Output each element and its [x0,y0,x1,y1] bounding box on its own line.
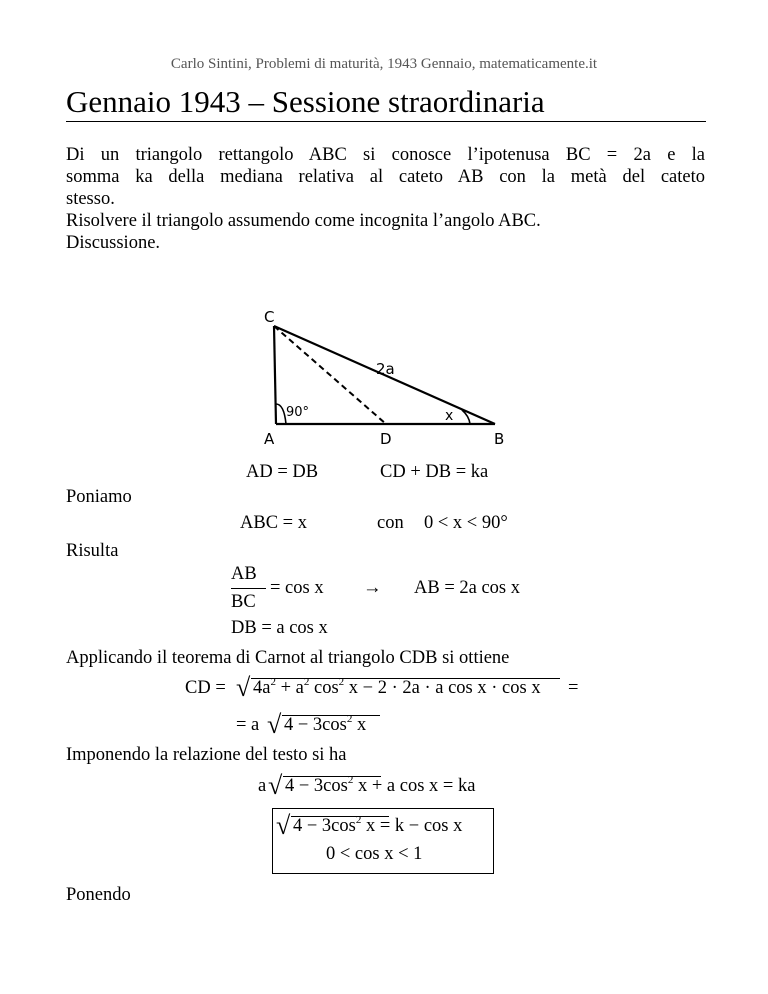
frac-rhs: = cos x [270,578,324,598]
label-poniamo: Poniamo [66,487,132,507]
condition-cd-db: CD + DB = ka [380,462,489,482]
boxed-equation: $4 - 3\cos^2$ x = k − cos x [293,814,463,836]
label-ponendo: Ponendo [66,885,131,905]
cd-radicand: $4a^2 + a^2$ $\cos^2 x - 2 \cdot 2a \cdot a$ cos x · cos x [253,676,541,698]
impose-text: Imponendo la relazione del testo si ha [66,745,347,765]
cd-lhs: CD = [185,678,226,698]
right-angle-mark [276,404,286,424]
sqrt-symbol-2: √ [267,710,282,739]
side-ca [274,326,276,424]
triangle-figure [250,300,520,450]
vertex-c-label: C [264,308,275,326]
sqrt-symbol-3: √ [268,771,283,800]
word-con: con [377,513,404,533]
problem-line-2: somma ka della mediana relativa al cateto AB con la metà del cateto [66,167,705,187]
problem-line-3: stesso. [66,189,115,209]
vertex-a-label: A [264,430,275,448]
simp-lhs: = a [236,715,260,735]
eq-range: 0 < x < 90° [424,513,508,533]
eq-db: DB = a cos x [231,618,328,638]
right-angle-label: 90° [286,405,310,420]
vertex-d-label: D [380,430,392,448]
running-head: Carlo Sintini, Problemi di maturità, 1943 Gennaio, matematicamente.it [170,56,598,72]
page-title: Gennaio 1943 – Sessione straordinaria [66,84,545,119]
boxed-condition: 0 < cos x < 1 [326,844,423,864]
title-rule [66,121,706,122]
sqrt-symbol-4: √ [276,811,291,840]
impose-equation: $4 - 3\cos^2$ x + a cos x = ka [285,774,476,796]
angle-x-label: x [445,408,454,424]
problem-line-4: Risolvere il triangolo assumendo come incognita l’angolo ABC. [66,211,541,231]
sqrt-symbol-1: √ [236,673,251,702]
frac-numerator: AB [231,564,257,584]
label-risulta: Risulta [66,541,119,561]
eq-ab: AB = 2a cos x [414,578,521,598]
vertex-b-label: B [494,430,505,448]
eq-abc-x: ABC = x [240,513,307,533]
cd-rhs: = [568,678,579,698]
arrow: → [363,578,382,598]
problem-statement [66,144,705,254]
carnot-text: Applicando il teorema di Carnot al triangolo CDB si ottiene [66,648,510,668]
impose-a: a [258,776,267,796]
frac-denominator: BC [231,592,256,612]
simp-radicand: $4 - 3\cos^2$ x [284,713,367,735]
problem-line-1: Di un triangolo rettangolo ABC si conosce l’ipotenusa BC = 2a e la [66,145,705,165]
problem-line-5: Discussione. [66,233,161,253]
hypotenuse-label: 2a [376,360,395,378]
condition-ad-db: AD = DB [246,462,319,482]
